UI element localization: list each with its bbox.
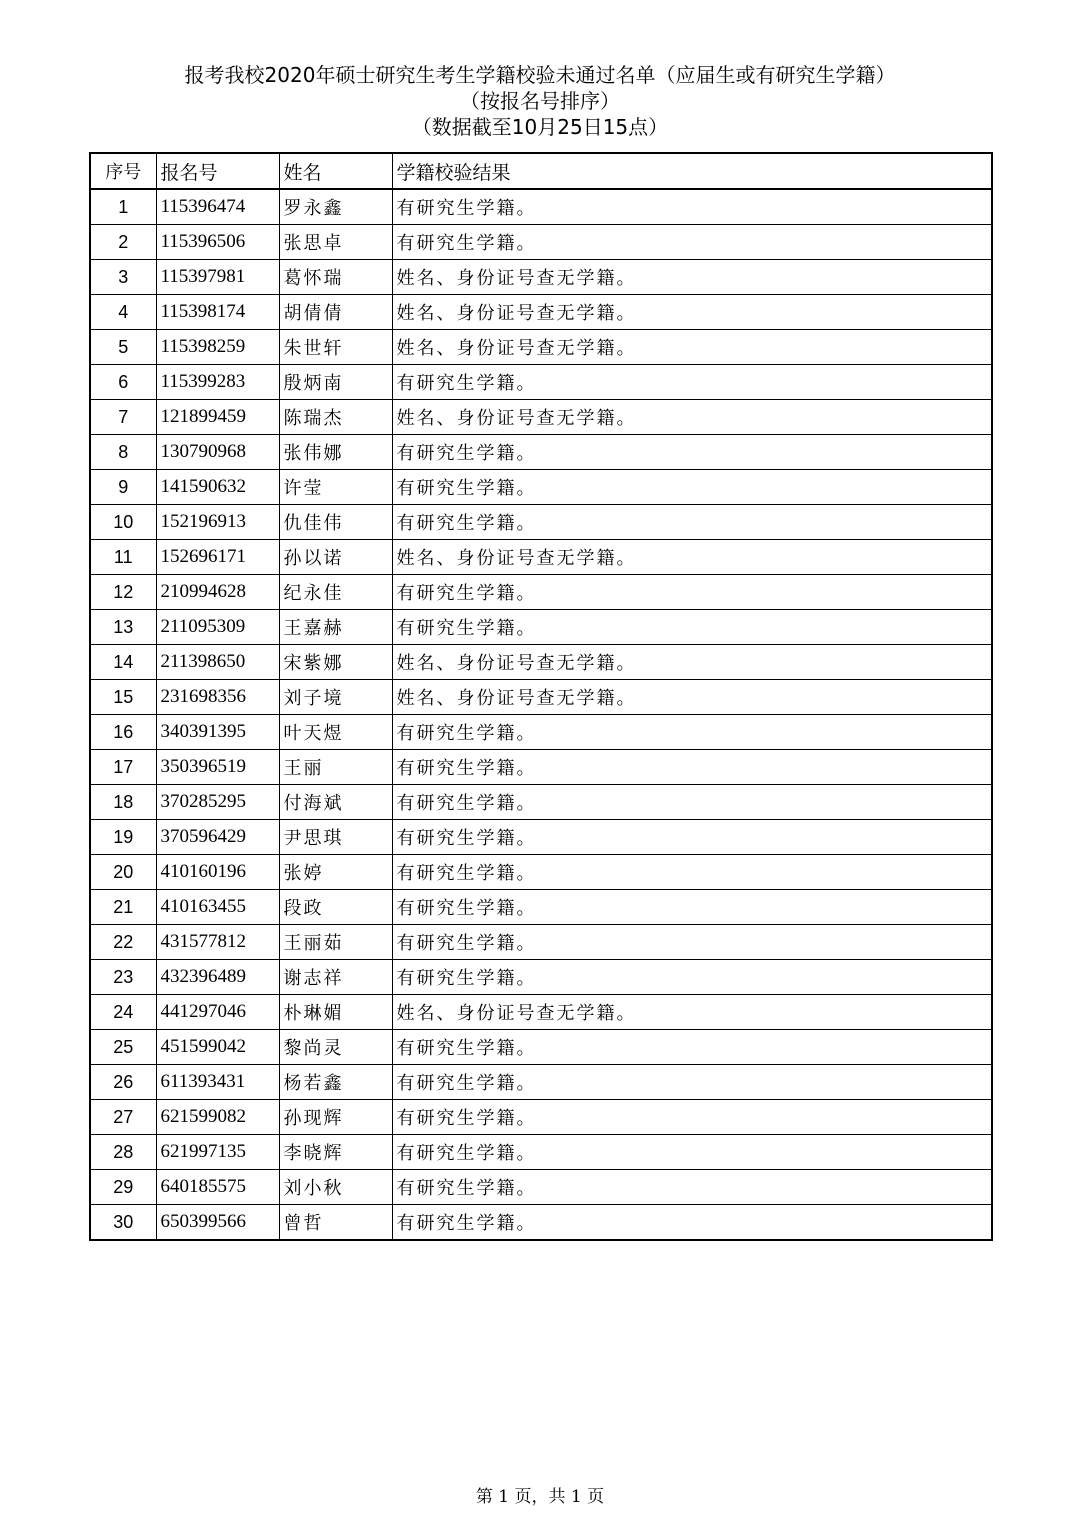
row-verification-result: 有研究生学籍。 [392, 960, 992, 995]
row-name: 葛怀瑞 [279, 260, 392, 295]
table-row [90, 890, 992, 925]
row-registration-number: 115398259 [156, 330, 279, 365]
row-seq: 10 [90, 505, 156, 540]
row-name: 纪永佳 [279, 575, 392, 610]
row-seq: 4 [90, 295, 156, 330]
row-verification-result: 有研究生学籍。 [392, 575, 992, 610]
row-verification-result: 有研究生学籍。 [392, 855, 992, 890]
row-verification-result: 有研究生学籍。 [392, 470, 992, 505]
row-name: 孙现辉 [279, 1100, 392, 1135]
row-name: 许莹 [279, 470, 392, 505]
row-name: 王嘉赫 [279, 610, 392, 645]
row-seq: 16 [90, 715, 156, 750]
header-name: 姓名 [279, 153, 392, 189]
table-row [90, 645, 992, 680]
header-registration-number: 报名号 [156, 153, 279, 189]
row-name: 朱世轩 [279, 330, 392, 365]
row-registration-number: 115399283 [156, 365, 279, 400]
table-row [90, 680, 992, 715]
row-verification-result: 有研究生学籍。 [392, 785, 992, 820]
row-verification-result: 有研究生学籍。 [392, 1170, 992, 1205]
row-name: 曾哲 [279, 1205, 392, 1241]
row-verification-result: 有研究生学籍。 [392, 225, 992, 260]
table-row [90, 575, 992, 610]
page-footer: 第 1 页，共 1 页 [475, 1487, 605, 1507]
row-verification-result: 姓名、身份证号查无学籍。 [392, 400, 992, 435]
row-verification-result: 有研究生学籍。 [392, 189, 992, 225]
row-seq: 30 [90, 1205, 156, 1241]
row-registration-number: 451599042 [156, 1030, 279, 1065]
row-seq: 21 [90, 890, 156, 925]
row-name: 黎尚灵 [279, 1030, 392, 1065]
row-name: 仇佳伟 [279, 505, 392, 540]
row-seq: 19 [90, 820, 156, 855]
row-name: 王丽茹 [279, 925, 392, 960]
row-registration-number: 370285295 [156, 785, 279, 820]
row-registration-number: 340391395 [156, 715, 279, 750]
row-name: 杨若鑫 [279, 1065, 392, 1100]
row-name: 宋紫娜 [279, 645, 392, 680]
row-verification-result: 姓名、身份证号查无学籍。 [392, 260, 992, 295]
row-registration-number: 211095309 [156, 610, 279, 645]
table-row [90, 960, 992, 995]
table-row [90, 505, 992, 540]
row-verification-result: 有研究生学籍。 [392, 365, 992, 400]
table-row [90, 1065, 992, 1100]
row-registration-number: 410160196 [156, 855, 279, 890]
row-registration-number: 640185575 [156, 1170, 279, 1205]
row-name: 胡倩倩 [279, 295, 392, 330]
row-verification-result: 有研究生学籍。 [392, 715, 992, 750]
row-seq: 11 [90, 540, 156, 575]
row-verification-result: 有研究生学籍。 [392, 890, 992, 925]
row-name: 张思卓 [279, 225, 392, 260]
row-seq: 7 [90, 400, 156, 435]
table-row [90, 750, 992, 785]
row-seq: 14 [90, 645, 156, 680]
table-row [90, 330, 992, 365]
row-verification-result: 有研究生学籍。 [392, 1135, 992, 1170]
row-name: 尹思琪 [279, 820, 392, 855]
row-registration-number: 115396506 [156, 225, 279, 260]
row-registration-number: 152196913 [156, 505, 279, 540]
row-verification-result: 姓名、身份证号查无学籍。 [392, 540, 992, 575]
row-name: 张婷 [279, 855, 392, 890]
row-registration-number: 441297046 [156, 995, 279, 1030]
row-seq: 20 [90, 855, 156, 890]
row-name: 刘小秋 [279, 1170, 392, 1205]
table-row [90, 925, 992, 960]
row-registration-number: 115396474 [156, 189, 279, 225]
row-verification-result: 姓名、身份证号查无学籍。 [392, 330, 992, 365]
row-seq: 6 [90, 365, 156, 400]
row-registration-number: 370596429 [156, 820, 279, 855]
row-seq: 27 [90, 1100, 156, 1135]
row-name: 殷炳南 [279, 365, 392, 400]
row-registration-number: 115398174 [156, 295, 279, 330]
row-verification-result: 姓名、身份证号查无学籍。 [392, 645, 992, 680]
row-registration-number: 431577812 [156, 925, 279, 960]
table-row [90, 995, 992, 1030]
table-header-row [90, 153, 992, 189]
table-body [90, 189, 992, 1240]
row-registration-number: 432396489 [156, 960, 279, 995]
table-row [90, 225, 992, 260]
row-registration-number: 130790968 [156, 435, 279, 470]
row-verification-result: 有研究生学籍。 [392, 925, 992, 960]
row-seq: 18 [90, 785, 156, 820]
row-registration-number: 211398650 [156, 645, 279, 680]
table-row [90, 610, 992, 645]
table-row [90, 400, 992, 435]
row-seq: 28 [90, 1135, 156, 1170]
row-registration-number: 611393431 [156, 1065, 279, 1100]
table-row [90, 785, 992, 820]
row-seq: 9 [90, 470, 156, 505]
row-verification-result: 有研究生学籍。 [392, 505, 992, 540]
row-name: 张伟娜 [279, 435, 392, 470]
results-table [89, 152, 993, 1241]
row-name: 朴琳媚 [279, 995, 392, 1030]
row-verification-result: 有研究生学籍。 [392, 1065, 992, 1100]
table-row [90, 855, 992, 890]
row-name: 李晓辉 [279, 1135, 392, 1170]
row-name: 陈瑞杰 [279, 400, 392, 435]
row-seq: 15 [90, 680, 156, 715]
row-name: 叶天煜 [279, 715, 392, 750]
row-verification-result: 有研究生学籍。 [392, 435, 992, 470]
row-registration-number: 115397981 [156, 260, 279, 295]
table-row [90, 189, 992, 225]
row-name: 刘子境 [279, 680, 392, 715]
row-name: 孙以诺 [279, 540, 392, 575]
document-title-block [0, 62, 1080, 140]
table-row [90, 715, 992, 750]
row-seq: 5 [90, 330, 156, 365]
row-verification-result: 姓名、身份证号查无学籍。 [392, 295, 992, 330]
row-seq: 24 [90, 995, 156, 1030]
row-name: 谢志祥 [279, 960, 392, 995]
row-registration-number: 350396519 [156, 750, 279, 785]
row-seq: 23 [90, 960, 156, 995]
row-registration-number: 210994628 [156, 575, 279, 610]
document-subtitle-date: （数据截至10月25日15点） [411, 115, 669, 139]
row-seq: 17 [90, 750, 156, 785]
row-seq: 13 [90, 610, 156, 645]
row-seq: 29 [90, 1170, 156, 1205]
row-registration-number: 152696171 [156, 540, 279, 575]
row-seq: 26 [90, 1065, 156, 1100]
table-row [90, 1205, 992, 1241]
row-seq: 22 [90, 925, 156, 960]
header-seq: 序号 [90, 153, 156, 189]
table-row [90, 295, 992, 330]
table-row [90, 365, 992, 400]
row-verification-result: 有研究生学籍。 [392, 750, 992, 785]
row-name: 付海斌 [279, 785, 392, 820]
table-row [90, 260, 992, 295]
document-title: 报考我校2020年硕士研究生考生学籍校验未通过名单（应届生或有研究生学籍） [184, 63, 896, 87]
table-row [90, 820, 992, 855]
row-verification-result: 有研究生学籍。 [392, 1100, 992, 1135]
row-registration-number: 141590632 [156, 470, 279, 505]
row-registration-number: 121899459 [156, 400, 279, 435]
table-row [90, 470, 992, 505]
row-seq: 2 [90, 225, 156, 260]
table-row [90, 435, 992, 470]
row-verification-result: 有研究生学籍。 [392, 610, 992, 645]
row-name: 段政 [279, 890, 392, 925]
row-registration-number: 621599082 [156, 1100, 279, 1135]
row-verification-result: 有研究生学籍。 [392, 820, 992, 855]
document-subtitle-sort: （按报名号排序） [460, 89, 620, 113]
row-name: 王丽 [279, 750, 392, 785]
header-verification-result: 学籍校验结果 [392, 153, 992, 189]
row-verification-result: 有研究生学籍。 [392, 1205, 992, 1241]
row-registration-number: 231698356 [156, 680, 279, 715]
row-seq: 8 [90, 435, 156, 470]
table-row [90, 540, 992, 575]
table-row [90, 1100, 992, 1135]
row-registration-number: 410163455 [156, 890, 279, 925]
row-verification-result: 姓名、身份证号查无学籍。 [392, 680, 992, 715]
row-registration-number: 650399566 [156, 1205, 279, 1241]
table-row [90, 1030, 992, 1065]
row-verification-result: 有研究生学籍。 [392, 1030, 992, 1065]
row-seq: 3 [90, 260, 156, 295]
row-registration-number: 621997135 [156, 1135, 279, 1170]
table-row [90, 1135, 992, 1170]
row-verification-result: 姓名、身份证号查无学籍。 [392, 995, 992, 1030]
row-seq: 25 [90, 1030, 156, 1065]
table-row [90, 1170, 992, 1205]
row-seq: 12 [90, 575, 156, 610]
row-seq: 1 [90, 189, 156, 225]
row-name: 罗永鑫 [279, 189, 392, 225]
